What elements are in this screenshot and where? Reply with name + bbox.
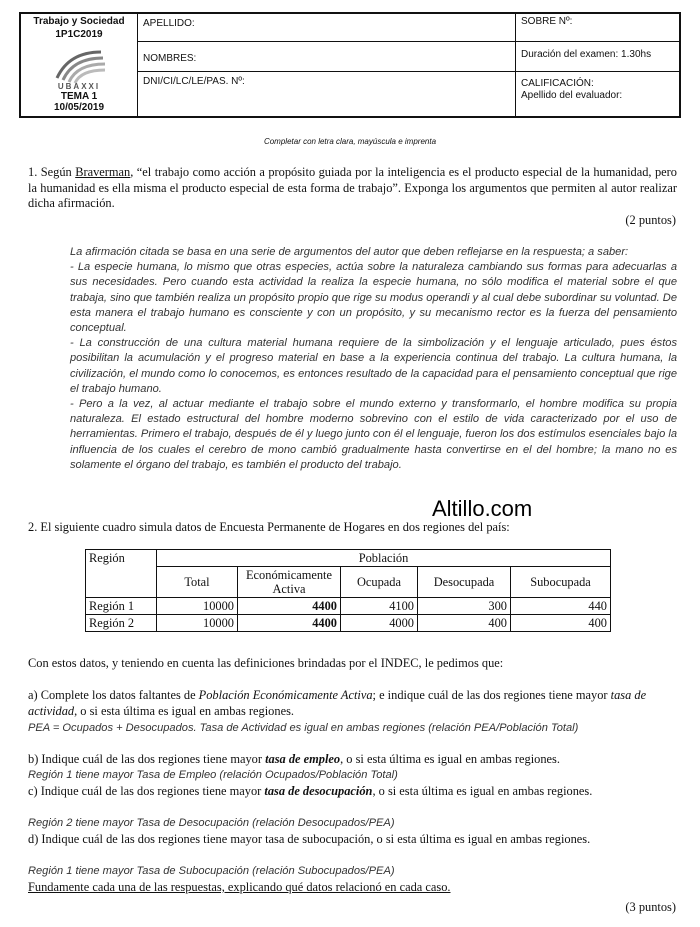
table-cell: 4400 (238, 615, 341, 632)
col-header: Total (157, 567, 238, 598)
table-subheader-row (86, 567, 611, 598)
population-header: Población (157, 550, 611, 567)
watermark: Altillo.com (432, 496, 533, 521)
q2-b-text: , o si esta última es igual en ambas regiones. (340, 752, 560, 766)
answer-paragraph: - La construcción de una cultura material humana requiere de la simbolización y el lenguaje articulado, pues éstos posibilitan la acumulación y el progreso material en base a la experiencia continua del trabajo. La cultura humana, la civilización, el mundo como lo conocemos, es entonces resultado de la capacidad para el pensamiento conceptual que rige el trabajo humano. (70, 337, 677, 395)
q2-b-text: b) Indique cuál de las dos regiones tiene mayor (28, 752, 266, 766)
q2-answer-c: Región 2 tiene mayor Tasa de Desocupación (relación Desocupados/PEA) (28, 817, 395, 829)
header-logo-cell (21, 14, 138, 116)
table-cell: 4000 (341, 615, 418, 632)
ubaxxi-logo-icon (51, 48, 107, 84)
col-header: Ocupada (341, 567, 418, 598)
q2-item-c (28, 784, 678, 800)
question-1 (28, 165, 677, 212)
logo-text: UBAXXI (57, 82, 101, 91)
q2-item-a (28, 688, 678, 719)
duracion-label: Duración del examen: 1.30hs (516, 42, 679, 72)
exam-header (19, 12, 681, 118)
table-cell: 4100 (341, 598, 418, 615)
col-header: Desocupada (418, 567, 511, 598)
q2-a-text: , o si esta última es igual en ambas regiones. (74, 703, 294, 718)
answer-paragraph: La afirmación citada se basa en una serie de argumentos del autor que deben reflejarse en la respuesta; a saber: (70, 246, 629, 258)
apellido-field[interactable]: APELLIDO: (138, 14, 516, 42)
exam-code: 1P1C2019 (55, 29, 103, 40)
region-header: Región (86, 550, 157, 598)
q2-b-term: tasa de empleo (265, 752, 341, 766)
q2-answer-a: PEA = Ocupados + Desocupados. Tasa de Actividad es igual en ambas regiones (relación PEA/Población Total) (28, 722, 579, 734)
q2-a-term: Población Económicamente Activa (198, 688, 373, 702)
sobre-field[interactable]: SOBRE Nº: (516, 14, 679, 42)
q1-answer (70, 245, 677, 473)
q2-answer-d: Región 1 tiene mayor Tasa de Subocupación (relación Subocupados/PEA) (28, 865, 395, 877)
answer-paragraph: - La especie humana, lo mismo que otras especies, actúa sobre la naturaleza cambiando sus formas para adecuarlas a sus necesidades. Pero cuando esta actividad la realiza la especie humana, no sólo modifica el material sobre el que trabaja, sino que también realiza un propósito propio que rige su modus operandi y al cual debe subordinar su voluntad. De esta manera el trabajo humano es consciente y con un propósito, y su mecanismo rector es la fuerza del pensamiento conceptual. (70, 261, 677, 335)
region-cell: Región 2 (86, 615, 157, 632)
col-header: Económicamente Activa (238, 567, 341, 598)
q2-item-d: d) Indique cuál de las dos regiones tiene mayor tasa de subocupación, o si esta última es igual en ambas regiones. (28, 832, 591, 846)
q2-answer-b: Región 1 tiene mayor Tasa de Empleo (relación Ocupados/Población Total) (28, 769, 398, 781)
question-2-intro: 2. El siguiente cuadro simula datos de Encuesta Permanente de Hogares en dos regiones del país: (28, 520, 510, 534)
q1-author: Braverman (75, 165, 131, 179)
q2-points: (3 puntos) (625, 900, 676, 914)
table-row (86, 598, 611, 615)
calificacion-field[interactable] (516, 72, 679, 116)
dni-field[interactable]: DNI/CI/LC/LE/PAS. Nº: (138, 72, 516, 116)
q1-points: (2 puntos) (625, 213, 676, 227)
table-cell: 400 (511, 615, 611, 632)
exam-date: 10/05/2019 (53, 102, 105, 113)
table-cell: 300 (418, 598, 511, 615)
q2-lead: Con estos datos, y teniendo en cuenta las definiciones brindadas por el INDEC, le pedimos que: (28, 656, 504, 670)
exam-theme: TEMA 1 (60, 91, 98, 102)
q2-closing: Fundamente cada una de las respuestas, explicando qué datos relacionó en cada caso. (28, 880, 451, 894)
table-cell: 400 (418, 615, 511, 632)
q2-a-text: a) Complete los datos faltantes de (28, 688, 199, 702)
table-cell: 4400 (238, 598, 341, 615)
q2-item-b (28, 752, 678, 768)
q2-c-text: c) Indique cuál de las dos regiones tiene mayor (28, 784, 265, 798)
table-cell: 10000 (157, 615, 238, 632)
col-header: Subocupada (511, 567, 611, 598)
q2-c-term: tasa de desocupación (264, 784, 373, 798)
q2-a-text: ; e indique cuál de las dos regiones tiene mayor (372, 688, 611, 702)
calificacion-label: CALIFICACIÓN: (521, 78, 594, 89)
q1-text: , “el trabajo como acción a propósito guiada por la inteligencia es el producto especial de la humanidad, pero la humanidad es ella misma el producto especial de esta forma de trabajo”. Exponga los argumentos que permiten al autor realizar dicha afirmación. (28, 165, 677, 210)
answer-paragraph: - Pero a la vez, al actuar mediante el trabajo sobre el mundo externo y transformarlo, el hombre modifica su propia naturaleza. El estado estructural del hombre moderno sobrevino con el estilo de vida caracterizado por el uso de herramientas. Primero el trabajo, después de él y luego junto con él el lenguaje, fueron los dos estímulos esenciales bajo la influencia de los cuales el cerebro de mono cambió gradualmente hasta convertirse en el del hombre; la mano no es solamente el órgano del trabajo, es también el producto del trabajo. (70, 398, 677, 471)
q2-c-text: , o si esta última es igual en ambas regiones. (372, 784, 593, 798)
instructions: Completar con letra clara, mayúscula e imprenta (263, 137, 437, 146)
table-cell: 10000 (157, 598, 238, 615)
table-header-row (86, 550, 611, 567)
q1-prefix: 1. Según (28, 165, 76, 179)
region-cell: Región 1 (86, 598, 157, 615)
table-row (86, 615, 611, 632)
nombres-field[interactable]: NOMBRES: (138, 42, 516, 72)
table-cell: 440 (511, 598, 611, 615)
population-table (85, 549, 611, 632)
evaluador-label: Apellido del evaluador: (521, 90, 623, 101)
course-title: Trabajo y Sociedad (33, 16, 125, 27)
q2-a-term: tasa de actividad (28, 688, 647, 718)
